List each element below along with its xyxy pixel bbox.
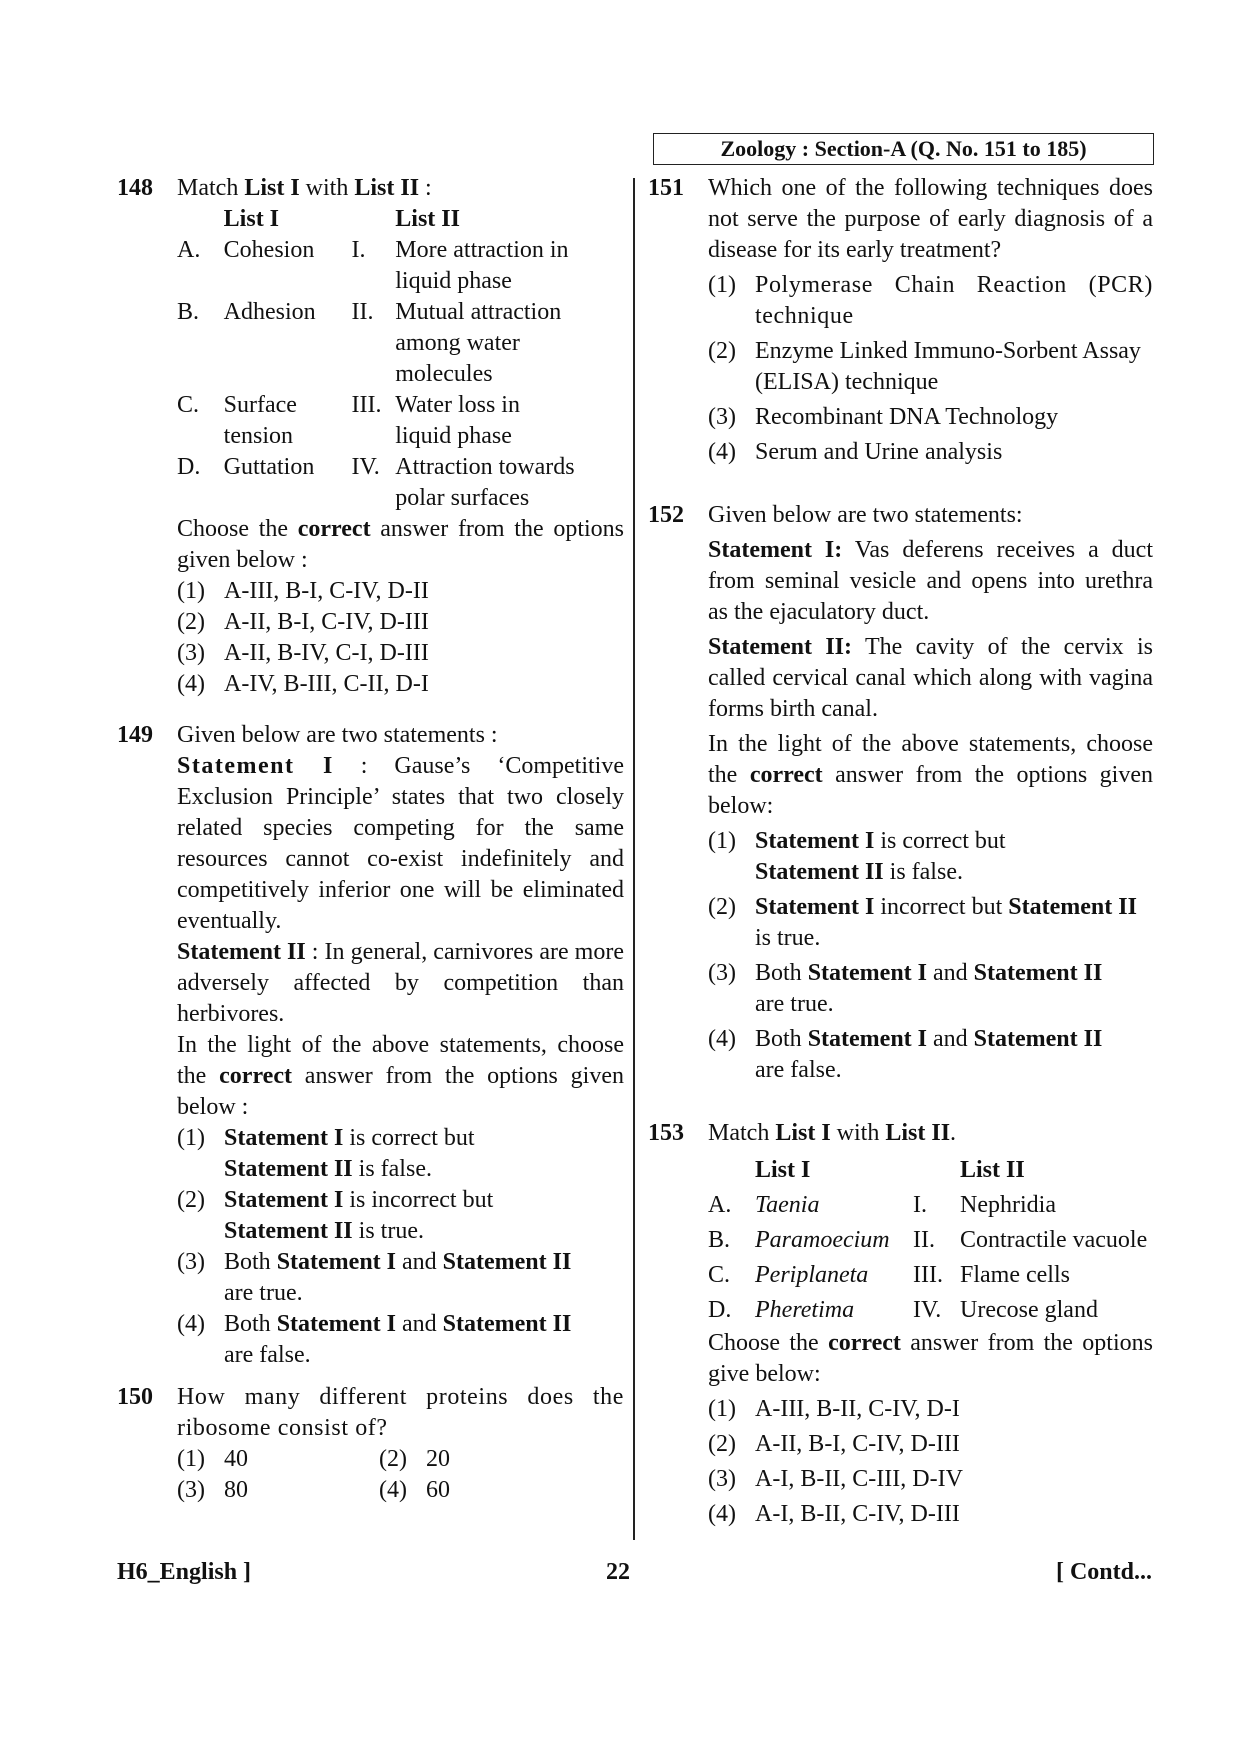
choose-instruction: In the light of the above statements, choose the correct answer from the options given below : (177, 1032, 624, 1120)
list-ii-header: List II (395, 206, 460, 232)
list-i-header: List I (755, 1157, 811, 1183)
question-148 (117, 173, 624, 700)
right-column (648, 173, 1153, 1530)
match-row: C. Periplaneta III. Flame cells (708, 1262, 1070, 1288)
option-3[interactable]: 80 (224, 1477, 248, 1503)
page-number: 22 (606, 1559, 630, 1585)
question-153 (648, 1118, 1153, 1530)
section-header: Zoology : Section-A (Q. No. 151 to 185) (653, 133, 1154, 165)
question-number: 151 (648, 175, 684, 201)
option-2[interactable]: (2) A-II, B-I, C-IV, D-III (177, 609, 429, 635)
option-4[interactable]: (4) A-IV, B-III, C-II, D-I (177, 671, 429, 697)
choose-instruction: Choose the correct answer from the options given below : (177, 516, 624, 573)
match-row: D. Guttation IV. Attraction towards polar surfaces (177, 454, 575, 511)
match-table (177, 204, 624, 514)
question-number: 153 (648, 1120, 684, 1146)
option-3[interactable]: (3) Both Statement I and Statement II are true. (708, 960, 1103, 1017)
option-4[interactable]: (4) Serum and Urine analysis (708, 439, 1003, 465)
question-150 (117, 1382, 624, 1506)
question-intro: Given below are two statements: (708, 502, 1023, 528)
match-row: B. Paramoecium II. Contractile vacuole (708, 1227, 1148, 1253)
option-1[interactable]: (1) Statement I is correct but Statement II is false. (708, 828, 1006, 885)
statement-1: Statement I: Vas deferens receives a duct from seminal vesicle and opens into urethra as the ejaculatory duct. (708, 537, 1153, 625)
option-3[interactable]: (3) A-II, B-IV, C-I, D-III (177, 640, 429, 666)
options-grid (177, 1444, 450, 1506)
footer-code: H6_English ] (117, 1559, 252, 1585)
option-3[interactable]: (3) A-I, B-II, C-III, D-IV (708, 1466, 963, 1492)
question-number: 148 (117, 175, 153, 201)
option-2[interactable]: 20 (426, 1446, 450, 1472)
option-3-number: (3) (177, 1477, 205, 1503)
question-149 (117, 720, 624, 1371)
choose-instruction: In the light of the above statements, choose the correct answer from the options given below: (708, 731, 1153, 819)
list-ii-header: List II (960, 1157, 1025, 1183)
match-row: A. Cohesion I. More attraction in liquid phase (177, 237, 569, 294)
option-2[interactable]: (2) A-II, B-I, C-IV, D-III (708, 1431, 960, 1457)
statement-1: Statement I : Gause’s ‘Competitive Exclusion Principle’ states that two closely related species competing for the same resources cannot co-exist indefinitely and competitively inferior one will be eliminated eventually. (177, 753, 624, 934)
match-row: B. Adhesion II. Mutual attraction among water molecules (177, 299, 562, 387)
option-4[interactable]: (4) Both Statement I and Statement II are false. (708, 1026, 1103, 1083)
option-1[interactable]: 40 (224, 1446, 248, 1472)
question-text: How many different proteins does the ribosome consist of? (177, 1384, 624, 1441)
footer-contd: [ Contd... (1055, 1559, 1152, 1585)
match-row: C. Surface tension III. Water loss in liquid phase (177, 392, 520, 449)
statement-2: Statement II : In general, carnivores are more adversely affected by competition than herbivores. (177, 939, 624, 1027)
question-intro: Match List I with List II. (708, 1120, 957, 1146)
option-4[interactable]: 60 (426, 1477, 450, 1503)
question-text: Which one of the following techniques does not serve the purpose of early diagnosis of a disease for its early treatment? (708, 175, 1153, 263)
option-2[interactable]: (2) Statement I incorrect but Statement II is true. (708, 894, 1137, 951)
option-1[interactable]: (1) Statement I is correct but Statement II is false. (177, 1125, 475, 1182)
left-column (117, 173, 624, 1506)
question-intro: Given below are two statements : (177, 722, 498, 748)
match-row: D. Pheretima IV. Urecose gland (708, 1297, 1098, 1323)
question-151 (648, 173, 1153, 468)
option-1-number: (1) (177, 1446, 205, 1472)
statement-2: Statement II: The cavity of the cervix is called cervical canal which along with vagina forms birth canal. (708, 634, 1154, 722)
question-number: 152 (648, 502, 684, 528)
option-2[interactable]: (2) Statement I is incorrect but Statement II is true. (177, 1187, 494, 1244)
option-1[interactable]: (1) A-III, B-II, C-IV, D-I (708, 1396, 960, 1422)
question-number: 149 (117, 722, 153, 748)
option-3[interactable]: (3) Recombinant DNA Technology (708, 404, 1059, 430)
choose-instruction: Choose the correct answer from the options give below: (708, 1330, 1153, 1387)
option-4[interactable]: (4) A-I, B-II, C-IV, D-III (708, 1501, 960, 1527)
option-1[interactable]: (1) Polymerase Chain Reaction (PCR) technique (708, 272, 1153, 329)
option-3[interactable]: (3) Both Statement I and Statement II are true. (177, 1249, 572, 1306)
option-1[interactable]: (1) A-III, B-I, C-IV, D-II (177, 578, 429, 604)
option-4-number: (4) (379, 1477, 407, 1503)
option-4[interactable]: (4) Both Statement I and Statement II are false. (177, 1311, 572, 1368)
option-2-number: (2) (379, 1446, 407, 1472)
column-divider (633, 178, 635, 1540)
question-intro: Match List I with List II : (177, 175, 432, 201)
question-152 (648, 500, 1153, 1086)
option-2[interactable]: (2) Enzyme Linked Immuno-Sorbent Assay (ELISA) technique (708, 338, 1141, 395)
match-table (708, 1153, 1147, 1328)
match-row: A. Taenia I. Nephridia (708, 1192, 1056, 1218)
list-i-header: List I (223, 206, 280, 232)
question-number: 150 (117, 1384, 153, 1410)
